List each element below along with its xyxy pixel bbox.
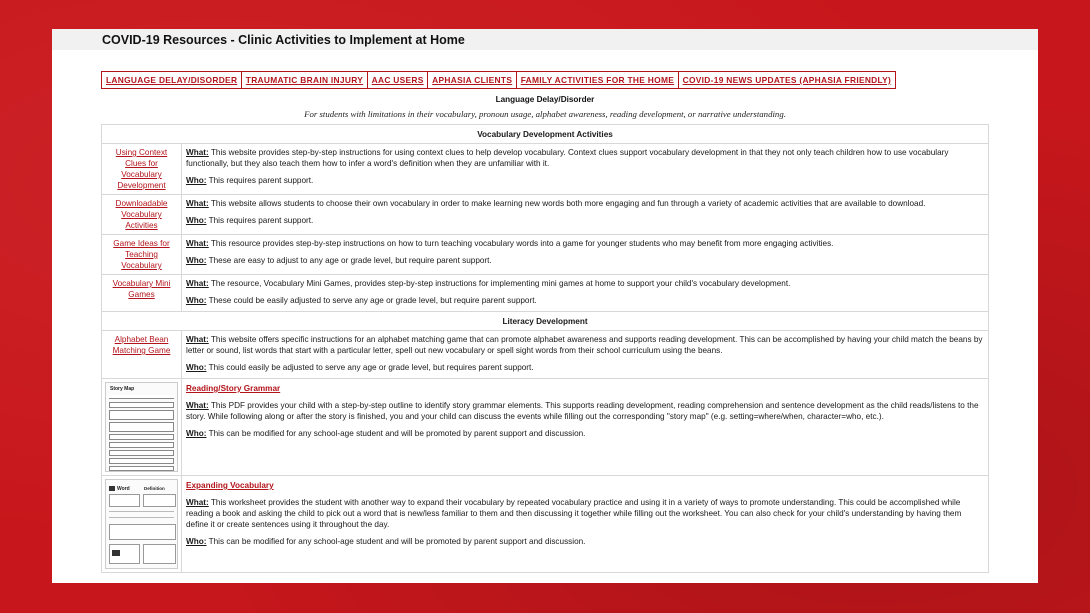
table-row	[102, 275, 989, 312]
what-label: What:	[186, 335, 209, 344]
link-game-ideas[interactable]: Game Ideas for Teaching Vocabulary	[113, 239, 170, 270]
section-title: Language Delay/Disorder	[495, 95, 595, 104]
who-text: This can be modified for any school-age student and will be promoted by parent support and discussion.	[208, 429, 586, 438]
table-row	[102, 476, 989, 573]
thumb-line	[109, 442, 174, 448]
thumb-mark	[109, 486, 115, 491]
thumb-line	[109, 458, 174, 464]
table-row	[102, 195, 989, 235]
what-label: What:	[186, 148, 209, 157]
who-label: Who:	[186, 429, 207, 438]
what-label: What:	[186, 401, 209, 410]
thumb-def-label: Definition	[144, 486, 165, 491]
link-alphabet-bean[interactable]: Alphabet Bean Matching Game	[112, 335, 171, 355]
thumb-line	[109, 434, 174, 440]
nav-family-activities[interactable]: FAMILY ACTIVITIES FOR THE HOME	[516, 71, 679, 89]
who-text: This could easily be adjusted to serve any age or grade level, but requires parent support.	[208, 363, 534, 372]
who-label: Who:	[186, 296, 207, 305]
thumb-line	[109, 410, 174, 420]
table-row	[102, 235, 989, 275]
what-text: This worksheet provides the student with another way to expand their vocabulary by repeated vocabulary practice and using it in a variety of ways to promote understanding. This could be accomplished while reading a book and asking the child to pick out a word that is new/less familiar to them and then discussing it together while filling out the worksheet. You can also check for your child's understanding by having them define it or create sentences using it throughout the day.	[186, 498, 962, 529]
thumb-line	[109, 395, 174, 399]
expanding-vocab-thumbnail[interactable]	[105, 479, 178, 569]
link-downloadable-vocab[interactable]: Downloadable Vocabulary Activities	[115, 199, 168, 230]
link-context-clues[interactable]: Using Context Clues for Vocabulary Development	[115, 148, 168, 190]
resources-table	[101, 124, 989, 573]
thumb-box	[143, 544, 176, 564]
section-subtitle: For students with limitations in their vocabulary, pronoun usage, alphabet awareness, reading development, or narrative understanding.	[304, 109, 786, 119]
what-label: What:	[186, 239, 209, 248]
what-text: This resource provides step-by-step instructions on how to turn teaching vocabulary words into a game for younger students who may benefit from more engaging activities.	[210, 239, 834, 248]
table-row	[102, 331, 989, 379]
table-row	[102, 144, 989, 195]
what-label: What:	[186, 199, 209, 208]
who-text: This requires parent support.	[208, 216, 314, 225]
what-label: What:	[186, 498, 209, 507]
link-reading-story-grammar[interactable]: Reading/Story Grammar	[186, 384, 281, 393]
thumb-box	[109, 524, 176, 540]
literacy-heading: Literacy Development	[102, 312, 989, 331]
who-label: Who:	[186, 256, 207, 265]
table-heading-row	[102, 125, 989, 144]
what-text: The resource, Vocabulary Mini Games, provides step-by-step instructions for implementing mini games at home to support your child's vocabulary development.	[210, 279, 791, 288]
what-text: This website provides step-by-step instructions for using context clues to help develop vocabulary. Context clues support vocabulary development in that they not only teach children how to use vocabulary functionally, but they also teach them how to infer a word's definition when they are unfamiliar with it.	[186, 148, 949, 168]
who-text: This requires parent support.	[208, 176, 314, 185]
story-map-thumb-title: Story Map	[110, 386, 135, 392]
what-text: This PDF provides your child with a step-by-step outline to identify story grammar elements. This supports reading development, reading comprehension and sentence development as the child reads/listens to the story. While following along or after the story is finished, you and your child can discuss the events while filling out the corresponding "story map" (e.g. setting=where/when, character=who, etc.).	[186, 401, 979, 421]
thumb-box	[109, 494, 140, 507]
thumb-line	[109, 466, 174, 471]
who-label: Who:	[186, 216, 207, 225]
table-row	[102, 379, 989, 476]
who-text: These are easy to adjust to any age or grade level, but require parent support.	[208, 256, 492, 265]
thumb-line	[109, 402, 174, 408]
story-map-thumbnail[interactable]	[105, 382, 178, 472]
what-text: This website allows students to choose their own vocabulary in order to make learning new words both more engaging and fun through a variety of academic activities that are available to download.	[210, 199, 926, 208]
nav-language-delay[interactable]: LANGUAGE DELAY/DISORDER	[101, 71, 242, 89]
nav-aphasia-clients[interactable]: APHASIA CLIENTS	[427, 71, 517, 89]
vocab-heading: Vocabulary Development Activities	[102, 125, 989, 144]
thumb-line	[109, 422, 174, 432]
what-label: What:	[186, 279, 209, 288]
nav-traumatic-brain-injury[interactable]: TRAUMATIC BRAIN INJURY	[241, 71, 368, 89]
page-title: COVID-19 Resources - Clinic Activities to Implement at Home	[102, 32, 465, 47]
table-heading-row	[102, 312, 989, 331]
thumb-mark	[112, 550, 120, 556]
who-text: These could be easily adjusted to serve any age or grade level, but require parent support.	[208, 296, 537, 305]
link-expanding-vocabulary[interactable]: Expanding Vocabulary	[186, 481, 274, 490]
thumb-word-label: Word	[117, 486, 130, 492]
who-label: Who:	[186, 537, 207, 546]
what-text: This website offers specific instructions for an alphabet matching game that can promote alphabet awareness and supports reading development. This can be accomplished by having your child match the beans by letter or sound, list words that start with a particular letter, spell out new vocabulary or spell sight words from their school curriculum using the beans.	[186, 335, 983, 355]
title-bar	[52, 29, 1038, 50]
thumb-bar	[109, 511, 174, 512]
thumb-box	[143, 494, 176, 507]
who-label: Who:	[186, 176, 207, 185]
link-vocab-mini-games[interactable]: Vocabulary Mini Games	[112, 279, 171, 299]
who-text: This can be modified for any school-age student and will be promoted by parent support and discussion.	[208, 537, 586, 546]
page	[52, 29, 1038, 583]
who-label: Who:	[186, 363, 207, 372]
nav-aac-users[interactable]: AAC USERS	[367, 71, 429, 89]
thumb-line	[109, 450, 174, 456]
nav-covid-news[interactable]: COVID-19 NEWS UPDATES (APHASIA FRIENDLY)	[678, 71, 897, 89]
thumb-bar	[109, 517, 174, 518]
category-nav	[101, 71, 895, 89]
